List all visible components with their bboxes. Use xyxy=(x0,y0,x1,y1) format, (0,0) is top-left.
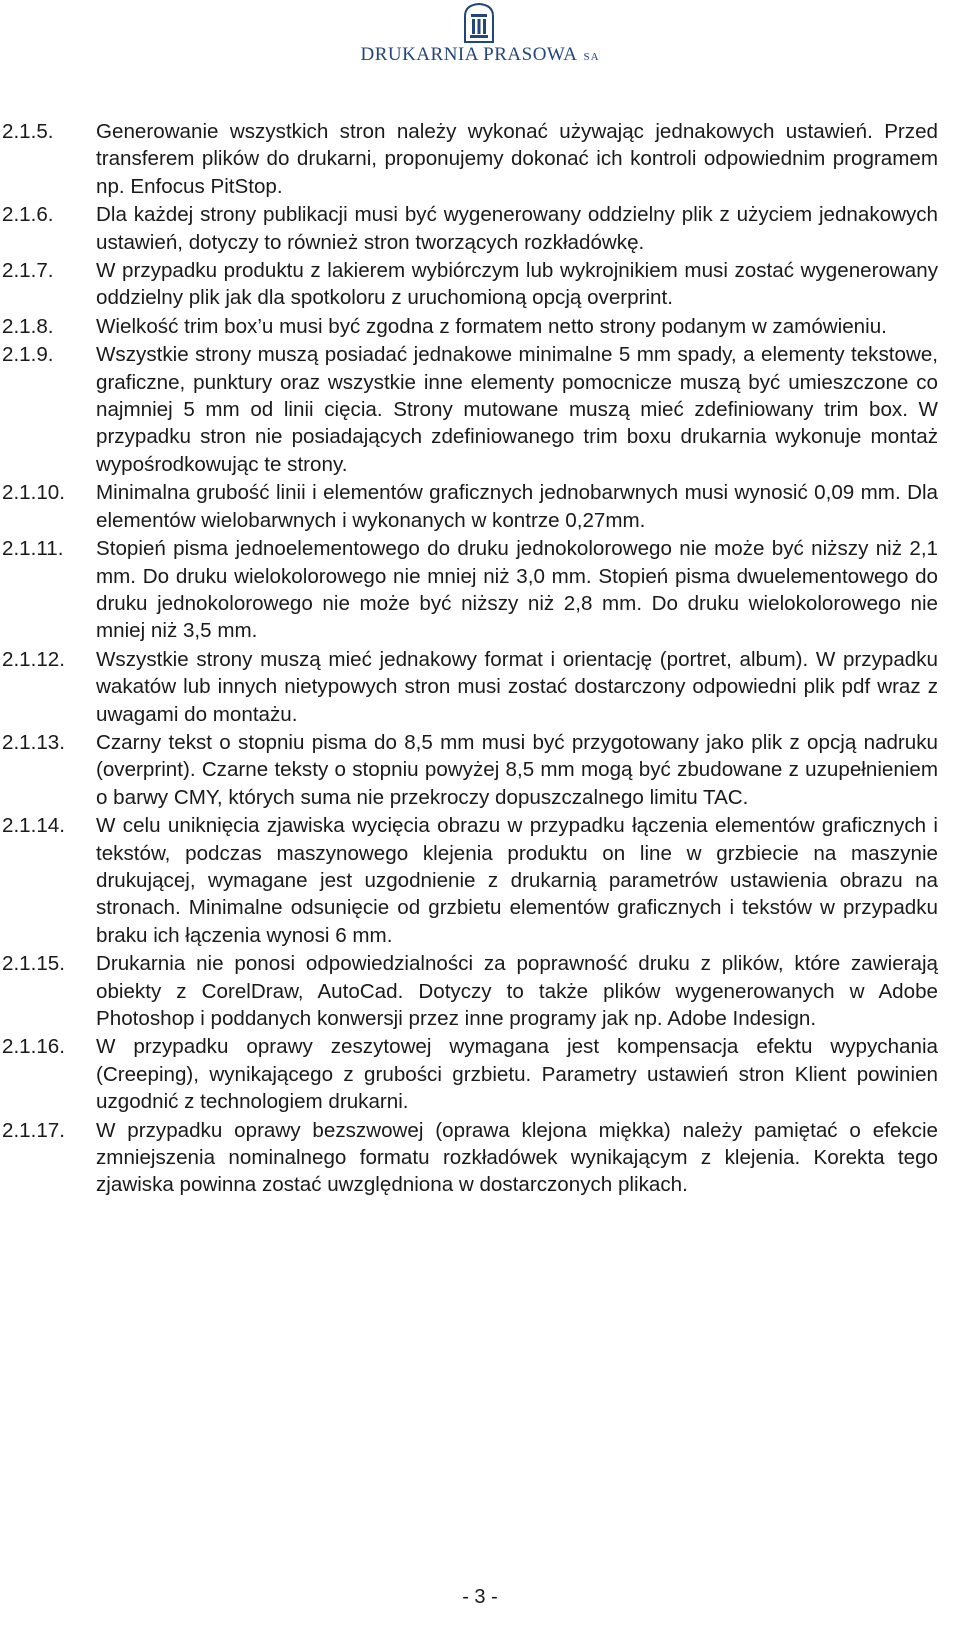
list-item xyxy=(0,341,960,478)
company-name: DRUKARNIA PRASOWA xyxy=(360,44,578,65)
item-text: W przypadku oprawy zeszytowej wymagana jest kompensacja efektu wypychania (Creeping), wynikającego z grubości grzbietu. Parametry ustawień stron Klient powinien uzgodnić z technologiem drukarni. xyxy=(96,1035,938,1114)
item-text: Czarny tekst o stopniu pisma do 8,5 mm musi być przygotowany jako plik z opcją nadruku (overprint). Czarne teksty o stopniu powyżej 8,5 mm mogą być zbudowane z uzupełnieniem o barwy CMY, których suma nie przekroczy dopuszczalnego limitu TAC. xyxy=(96,730,938,809)
item-text: Wszystkie strony muszą posiadać jednakowe minimalne 5 mm spady, a elementy tekstowe, graficzne, punktury oraz wszystkie inne elementy pomocnicze muszą być umieszczone co najmniej 5 mm od linii cięcia. Strony mutowane muszą mieć zdefiniowany trim box. W przypadku stron nie posiadających zdefiniowanego trim boxu drukarnia wykonuje montaż wypośrodkowując te strony. xyxy=(96,343,938,476)
item-text: Wszystkie strony muszą mieć jednakowy format i orientację (portret, album). W przypadku wakatów lub innych nietypowych stron musi zostać dostarczony odpowiedni plik pdf wraz z uwagami do montażu. xyxy=(96,647,938,726)
requirements-list xyxy=(0,118,960,1200)
list-item xyxy=(0,257,960,312)
item-text: Wielkość trim box’u musi być zgodna z formatem netto strony podanym w zamówieniu. xyxy=(96,314,887,338)
company-logo-text xyxy=(0,44,960,66)
item-text: Minimalna grubość linii i elementów graficznych jednobarwnych musi wynosić 0,09 mm. Dla elementów wielobarwnych i wykonanych w kontrze 0,27mm. xyxy=(96,481,938,532)
item-number: 2.1.7. xyxy=(2,259,54,283)
item-text: Drukarnia nie ponosi odpowiedzialności za poprawność druku z plików, które zawierają obiekty z CorelDraw, AutoCad. Dotyczy to także plików wygenerowanych w Adobe Photoshop i poddanych konwersji przez inne programy jak np. Adobe Indesign. xyxy=(96,952,938,1030)
item-number: 2.1.12. xyxy=(2,647,65,671)
page-number: - 3 - xyxy=(462,1586,498,1608)
item-number: 2.1.13. xyxy=(2,730,65,754)
list-item xyxy=(0,950,960,1032)
page-header xyxy=(0,0,960,100)
item-text: W przypadku produktu z lakierem wybiórczym lub wykrojnikiem musi zostać wygenerowany oddzielny plik jak dla spotkoloru z uruchomioną opcją overprint. xyxy=(96,259,938,310)
item-number: 2.1.9. xyxy=(2,343,54,367)
item-text: Generowanie wszystkich stron należy wykonać używając jednakowych ustawień. Przed transferem plików do drukarni, proponujemy dokonać ich kontroli odpowiednim programem np. Enfocus PitStop. xyxy=(96,120,938,198)
list-item xyxy=(0,646,960,728)
company-suffix: SA xyxy=(583,51,600,63)
item-text: W przypadku oprawy bezszwowej (oprawa klejona miękka) należy pamiętać o efekcie zmniejszenia nominalnego formatu rozkładówek wynikającym z klejenia. Korekta tego zjawiska powinna zostać uwzględniona w dostarczonych plikach. xyxy=(96,1118,938,1197)
list-item xyxy=(0,535,960,645)
item-number: 2.1.11. xyxy=(2,537,64,561)
item-text: W celu uniknięcia zjawiska wycięcia obrazu w przypadku łączenia elementów graficznych i tekstów, podczas maszynowego klejenia produktu on line w grzbiecie na maszynie drukującej, wymagane jest uzgodnienie z drukarnią parametrów ustawienia obrazu na stronach. Minimalne odsunięcie od grzbietu elementów graficznych i tekstów w przypadku braku ich łączenia wynosi 6 mm. xyxy=(96,814,938,947)
list-item xyxy=(0,479,960,534)
printing-house-emblem-icon xyxy=(459,2,499,44)
list-item xyxy=(0,729,960,811)
item-number: 2.1.15. xyxy=(2,952,65,976)
item-number: 2.1.10. xyxy=(2,481,65,505)
list-item xyxy=(0,812,960,949)
item-number: 2.1.16. xyxy=(2,1035,65,1059)
item-text: Stopień pisma jednoelementowego do druku jednokolorowego nie może być niższy niż 2,1 mm. Do druku wielokolorowego nie mniej niż 3,0 mm. Stopień pisma dwuelementowego do druku jednokolorowego nie może być niższy niż 2,8 mm. Do druku wielokolorowego nie mniej niż 3,5 mm. xyxy=(96,537,938,643)
item-text: Dla każdej strony publikacji musi być wygenerowany oddzielny plik z użyciem jednakowych ustawień, dotyczy to również stron tworzących rozkładówkę. xyxy=(96,203,938,254)
list-item xyxy=(0,118,960,200)
item-number: 2.1.6. xyxy=(2,203,54,227)
item-number: 2.1.17. xyxy=(2,1118,65,1142)
list-item xyxy=(0,201,960,256)
item-number: 2.1.8. xyxy=(2,314,54,338)
item-number: 2.1.14. xyxy=(2,814,65,838)
item-number: 2.1.5. xyxy=(2,120,54,143)
list-item xyxy=(0,1117,960,1199)
list-item xyxy=(0,1033,960,1115)
list-item xyxy=(0,313,960,340)
